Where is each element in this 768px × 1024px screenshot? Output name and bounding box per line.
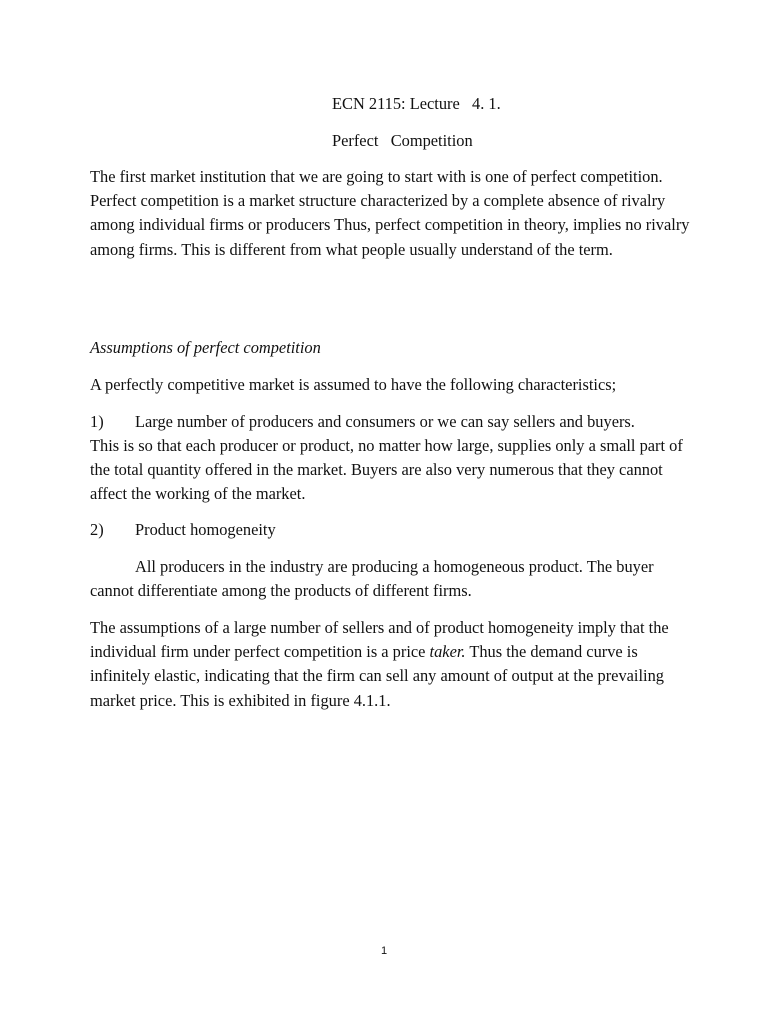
conclusion-text-start: The assumptions of a large number of sellers and of product homogeneity imply that the individual firm under perfect competition is a price (90, 618, 669, 662)
list-item-1-body: This is so that each producer or product, no matter how large, supplies only a small part of the total quantity offered in the market. Buyers are also very numerous that they cannot affect the working of the market. (90, 436, 683, 504)
intro-paragraph: The first market institution that we are going to start with is one of perfect competition. Perfect competition is a market structure characterized by a complete absence of rivalry among individual firms or producers Thus, perfect competition in theory, implies no rivalry among firms. This is different from what people usually understand of the term. (90, 167, 690, 259)
list-item-2-header (90, 518, 276, 542)
list-item-2-number: 2) (90, 520, 104, 539)
conclusion-paragraph (90, 616, 690, 713)
list-item-2-body: All producers in the industry are producing a homogeneous product. The buyer cannot differentiate among the products of different firms. (90, 557, 654, 601)
list-item-1-header (90, 410, 635, 434)
section-intro: A perfectly competitive market is assumed to have the following characteristics; (90, 375, 617, 394)
topic-subheading: Perfect Competition (332, 131, 473, 150)
list-item-2-title: Product homogeneity (135, 520, 276, 539)
list-item-1-first-line: Large number of producers and consumers or we can say sellers and buyers. (135, 412, 635, 431)
conclusion-italic-term: taker. (429, 642, 466, 662)
list-item-1-number: 1) (90, 412, 104, 431)
lecture-heading: ECN 2115: Lecture 4. 1. (332, 94, 501, 113)
conclusion-text-end: Thus the demand curve is infinitely elastic, indicating that the firm can sell any amount of output at the prevailing market price. This is exhibited in figure 4.1.1. (90, 642, 664, 710)
section-title: Assumptions of perfect competition (90, 338, 321, 357)
page-number: 1 (380, 945, 388, 957)
